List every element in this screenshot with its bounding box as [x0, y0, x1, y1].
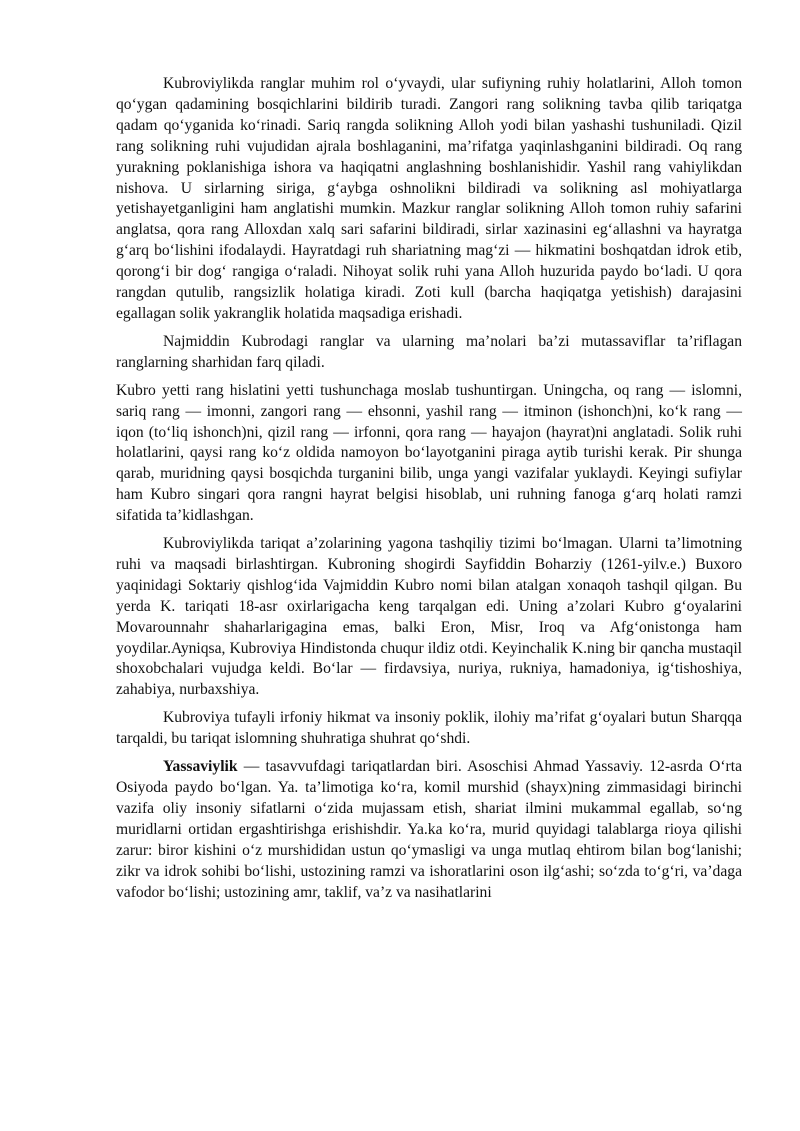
term-yassaviylik: Yassaviylik — [163, 758, 238, 776]
paragraph-yassaviylik-body: — tasavvufdagi tariqatlardan biri. Asoschisi Ahmad Yassaviy. 12-asrda O‘rta Osiyoda paydo bo‘lgan. Ya. ta’limotiga ko‘ra, komil murshid (shayx)ning zimmasidagi birinchi vazifa oliy insoniy sifatlarni o‘zida mujassam etish, shariat ilmini mukammal egallab, so‘ng muridlarni ortidan ergashtirishga erishishdir. Ya.ka ko‘ra, murid quyidagi talablarga rioya qilishi zarur: biror kishini o‘z murshididan ustun qo‘ymasligi va unga mutlaq ehtirom bilan bog‘lanishi; zikr va idrok sohibi bo‘lishi, ustozining ramzi va ishoratlarini oson ilg‘ashi; so‘zda to‘g‘ri, va’daga vafodor bo‘lishi; ustozining amr, taklif, va’z va nasihatlarini — [116, 758, 742, 901]
paragraph-kubroviya-spread: Kubroviya tufayli irfoniy hikmat va insoniy poklik, ilohiy ma’rifat g‘oyalari butun Sharqqa tarqaldi, bu tariqat islomning shuhratiga shuhrat qo‘shdi. — [116, 709, 742, 748]
paragraph-seven-colors: Kubro yetti rang hislatini yetti tushunchaga moslab tushuntirgan. Uningcha, oq rang — islomni, sariq rang — imonni, zangori rang — ehsonni, yashil rang — itminon (ishonch)ni, ko‘k rang — iqon (to‘liq ishonch)ni, qizil rang — irfonni, qora rang — hayajon (hayrat)ni anglatadi. Solik ruhi holatlarini, qaysi rang ko‘z oldida namoyon bo‘layotganini piraga aytib turishi kerak. Pir shunga qarab, muridning qaysi bosqichda turganini bilib, unga yangi vazifalar yuklaydi. Keyingi sufiylar ham Kubro singari qora rangni hayrat belgisi hisoblab, uni ruhning fanoga g‘arq holati ramzi sifatida ta’kidlashgan. — [116, 381, 742, 525]
document-page — [116, 74, 742, 903]
paragraph-najmiddin-kubro: Najmiddin Kubrodagi ranglar va ularning ma’nolari ba’zi mutassaviflar ta’riflagan ranglarning sharhidan farq qiladi. — [116, 332, 742, 371]
paragraph-tariqat-members: Kubroviylikda tariqat a’zolarining yagona tashqiliy tizimi bo‘lmagan. Ularni ta’limotning ruhi va maqsadi birlashtirgan. Kubroning shogirdi Sayfiddin Boharziy (1261-yilv.e.) Buxoro yaqinidagi Soktariy qishlog‘ida Vajmiddin Kubro nomi bilan atalgan xonaqoh tashqil qilgan. Bu yerda K. tariqati 18-asr oxirlarigacha keng tarqalgan edi. Uning a’zolari Kubro g‘oyalarini Movarounnahr shaharlarigagina emas, balki Eron, Misr, Iroq va Afg‘onistonga ham yoydilar.Ayniqsa, Kubroviya Hindistonda chuqur ildiz otdi. Keyinchalik K.ning bir qancha mustaqil shoxobchalari vujudga keldi. Bo‘lar — firdavsiya, nuriya, rukniya, hamadoniya, ig‘tishoshiya, zahabiya, nurbaxshiya. — [116, 535, 742, 699]
paragraph-kubroviy-colors: Kubroviylikda ranglar muhim rol o‘yvaydi, ular sufiyning ruhiy holatlarini, Alloh tomon qo‘ygan qadamining bosqichlarini bildirib turadi. Zangori rang solikning tavba qilib tariqatga qadam qo‘yganida ko‘rinadi. Sariq rangda solikning Alloh yodi bilan yashashi tushuniladi. Qizil rang solikning ruhi vujudidan ajrala boshlaganini, ma’rifatga yaqinlashganini bildiradi. Oq rang yurakning poklanishiga ishora va haqiqatni anglashning boshlanishidir. Yashil rang vahiylikdan nishova. U sirlarning siriga, g‘aybga oshnolikni bildiradi va solikning asl mohiyatlarga yetishayetganligini ham anglatishi mumkin. Mazkur ranglar solikning Alloh tomon ruhiy safarini anglatsa, qora rang Alloxdan xalq sari safarini bildiradi, sirlar xazinasini eg‘allashni va hayratga g‘arq bo‘lishini ifodalaydi. Hayratdagi ruh shariatning mag‘zi — hikmatini boshqatdan idrok etib, qorong‘i bir dog‘ rangiga o‘raladi. Nihoyat solik ruhi yana Alloh huzurida paydo bo‘ladi. U qora rangdan qutulib, rangsizlik holatiga kiradi. Zoti kull (barcha haqiqatga yetishish) darajasini egallagan solik yakranglik holatida maqsadiga erishadi. — [116, 75, 742, 322]
paragraph-yassaviylik — [116, 757, 742, 903]
